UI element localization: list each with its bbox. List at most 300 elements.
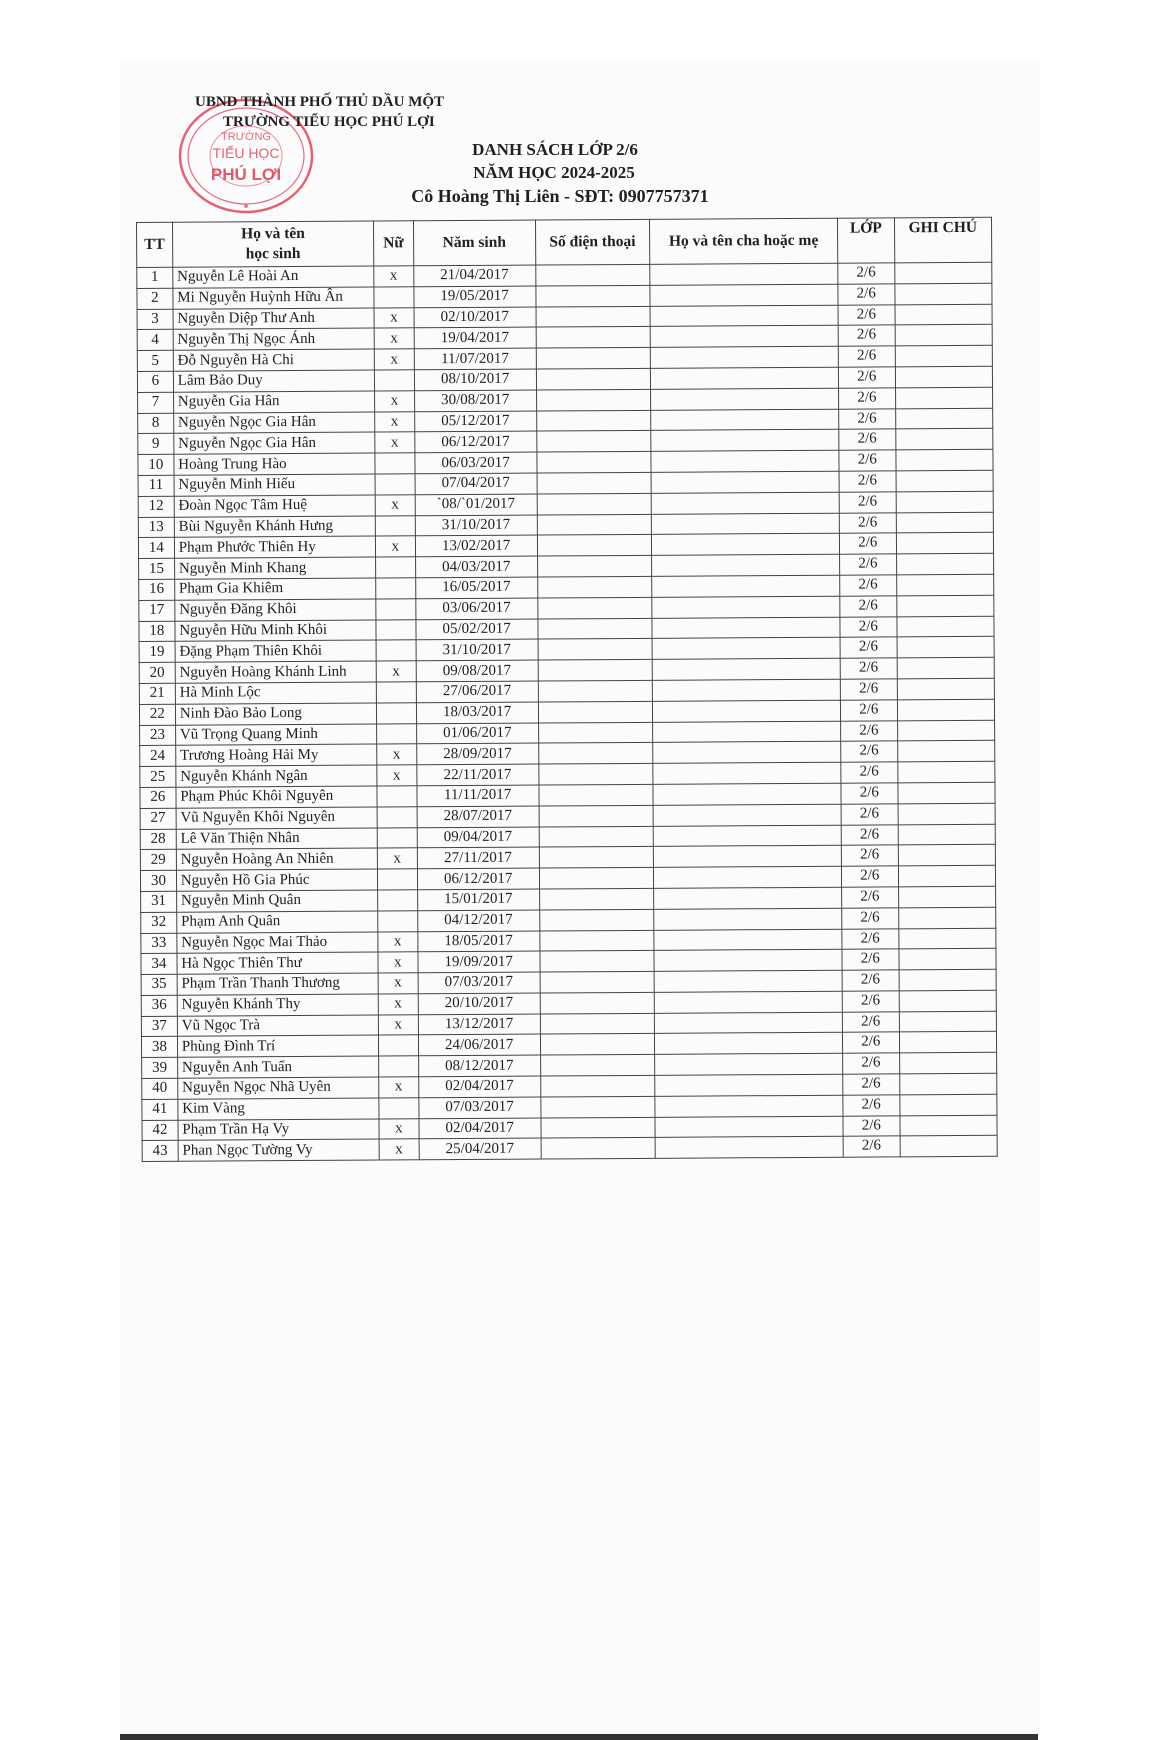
cell-nu: [376, 578, 416, 599]
cell-nu: x: [379, 1077, 419, 1098]
cell-class: 2/6: [840, 596, 897, 617]
cell-name: Nguyễn Anh Tuấn: [177, 1056, 378, 1078]
cell-class: 2/6: [842, 908, 899, 929]
cell-phone: [538, 618, 653, 639]
cell-note: [899, 969, 997, 990]
cell-nu: x: [378, 952, 418, 973]
cell-note: [897, 657, 995, 678]
cell-class: 2/6: [842, 887, 899, 908]
cell-tt: 15: [139, 558, 175, 579]
cell-tt: 34: [141, 954, 177, 975]
title-line-3: Cô Hoàng Thị Liên - SĐT: 0907757371: [411, 186, 709, 206]
cell-note: [897, 637, 995, 658]
cell-note: [896, 553, 994, 574]
cell-dob: 19/09/2017: [418, 951, 540, 973]
cell-class: 2/6: [842, 991, 899, 1012]
cell-phone: [536, 327, 651, 348]
cell-phone: [540, 1055, 655, 1076]
cell-name: Ninh Đào Bảo Long: [175, 703, 376, 725]
cell-tt: 5: [137, 350, 173, 371]
cell-nu: [374, 370, 414, 391]
cell-class: 2/6: [842, 970, 899, 991]
cell-name: Nguyễn Lê Hoài An: [173, 266, 374, 288]
cell-dob: 27/11/2017: [417, 847, 539, 869]
cell-dob: 27/06/2017: [416, 681, 538, 703]
title-line-2: NĂM HỌC 2024-2025: [473, 163, 635, 182]
cell-class: 2/6: [838, 346, 895, 367]
cell-note: [895, 366, 993, 387]
cell-phone: [538, 763, 653, 784]
cell-nu: [378, 890, 418, 911]
cell-parent: [651, 534, 839, 556]
cell-name: Nguyễn Minh Hiếu: [174, 474, 375, 496]
cell-parent: [650, 367, 838, 389]
cell-note: [898, 803, 996, 824]
cell-nu: x: [375, 391, 415, 412]
cell-tt: 7: [138, 392, 174, 413]
cell-note: [897, 741, 995, 762]
cell-name: Phạm Trần Thanh Thương: [177, 973, 378, 995]
cell-dob: 11/07/2017: [414, 348, 536, 370]
cell-nu: x: [379, 1139, 419, 1160]
cell-name: Nguyễn Đăng Khôi: [175, 599, 376, 621]
header-tt: TT: [137, 222, 173, 267]
cell-dob: 30/08/2017: [414, 390, 536, 412]
cell-note: [897, 782, 995, 803]
cell-class: 2/6: [840, 575, 897, 596]
cell-tt: 12: [138, 496, 174, 517]
cell-class: 2/6: [838, 304, 895, 325]
cell-nu: x: [375, 411, 415, 432]
cell-phone: [537, 452, 652, 473]
cell-dob: 09/04/2017: [417, 827, 539, 849]
cell-tt: 42: [142, 1120, 178, 1141]
cell-dob: 06/12/2017: [417, 868, 539, 890]
cell-dob: 28/07/2017: [417, 806, 539, 828]
cell-dob: 01/06/2017: [416, 723, 538, 745]
cell-parent: [654, 949, 842, 971]
cell-tt: 39: [142, 1058, 178, 1079]
cell-name: Kim Vàng: [178, 1098, 379, 1120]
cell-tt: 2: [137, 288, 173, 309]
cell-parent: [650, 263, 838, 285]
cell-phone: [539, 888, 654, 909]
cell-nu: x: [378, 973, 418, 994]
cell-parent: [653, 721, 841, 743]
cell-phone: [536, 410, 651, 431]
cell-tt: 8: [138, 413, 174, 434]
cell-parent: [652, 679, 840, 701]
cell-tt: 38: [141, 1037, 177, 1058]
cell-phone: [535, 285, 650, 306]
cell-parent: [650, 305, 838, 327]
cell-tt: 18: [139, 621, 175, 642]
cell-class: 2/6: [841, 804, 898, 825]
cell-parent: [651, 388, 839, 410]
cell-note: [898, 907, 996, 928]
cell-name: Nguyễn Gia Hân: [173, 391, 374, 413]
cell-class: 2/6: [839, 408, 896, 429]
cell-nu: x: [374, 307, 414, 328]
cell-note: [895, 408, 993, 429]
cell-name: Nguyễn Ngọc Gia Hân: [174, 432, 375, 454]
cell-parent: [651, 492, 839, 514]
cell-class: 2/6: [842, 949, 899, 970]
cell-name: Vũ Nguyễn Khôi Nguyên: [176, 807, 377, 829]
cell-phone: [539, 930, 654, 951]
cell-phone: [539, 867, 654, 888]
cell-nu: x: [375, 536, 415, 557]
cell-class: 2/6: [841, 720, 898, 741]
cell-parent: [653, 866, 841, 888]
cell-nu: [377, 786, 417, 807]
cell-class: 2/6: [840, 679, 897, 700]
cell-name: Nguyễn Ngọc Nhã Uyên: [178, 1077, 379, 1099]
cell-class: 2/6: [841, 824, 898, 845]
cell-tt: 28: [140, 829, 176, 850]
cell-nu: [376, 557, 416, 578]
cell-name: Hà Minh Lộc: [175, 682, 376, 704]
cell-nu: [377, 723, 417, 744]
cell-class: 2/6: [840, 616, 897, 637]
cell-class: 2/6: [839, 492, 896, 513]
cell-dob: 05/02/2017: [416, 619, 538, 641]
cell-parent: [653, 742, 841, 764]
cell-name: Nguyễn Ngọc Gia Hân: [173, 412, 374, 434]
cell-nu: [375, 515, 415, 536]
cell-name: Phạm Phúc Khôi Nguyên: [176, 786, 377, 808]
cell-name: Vũ Ngọc Trà: [177, 1015, 378, 1037]
cell-dob: 02/04/2017: [418, 1076, 540, 1098]
cell-note: [898, 824, 996, 845]
cell-name: Nguyễn Hoàng Khánh Linh: [175, 661, 376, 683]
header-name: Họ và tên học sinh: [172, 221, 373, 267]
cell-note: [896, 491, 994, 512]
header-note: GHI CHÚ: [894, 217, 992, 263]
cell-parent: [651, 430, 839, 452]
cell-tt: 33: [141, 933, 177, 954]
cell-name: Phạm Anh Quân: [177, 911, 378, 933]
cell-name: Nguyễn Hữu Minh Khôi: [175, 620, 376, 642]
cell-phone: [540, 1013, 655, 1034]
cell-nu: [378, 910, 418, 931]
cell-name: Nguyễn Diệp Thư Anh: [173, 308, 374, 330]
cell-nu: x: [378, 1014, 418, 1035]
cell-name: Trương Hoàng Hải My: [175, 744, 376, 766]
cell-note: [897, 699, 995, 720]
cell-tt: 4: [137, 330, 173, 351]
cell-dob: 08/10/2017: [414, 369, 536, 391]
cell-dob: 20/10/2017: [418, 993, 540, 1015]
cell-dob: 16/05/2017: [415, 577, 537, 599]
cell-phone: [537, 514, 652, 535]
cell-tt: 13: [138, 517, 174, 538]
cell-phone: [540, 1075, 655, 1096]
cell-dob: 31/10/2017: [415, 515, 537, 537]
stamp-text-3: PHÚ LỢI: [210, 165, 282, 184]
cell-tt: 20: [139, 662, 175, 683]
cell-phone: [539, 784, 654, 805]
cell-class: 2/6: [841, 866, 898, 887]
cell-parent: [651, 513, 839, 535]
cell-class: 2/6: [838, 284, 895, 305]
cell-name: Vũ Trọng Quang Minh: [175, 724, 376, 746]
cell-note: [900, 1115, 998, 1136]
cell-class: 2/6: [839, 450, 896, 471]
cell-parent: [652, 554, 840, 576]
cell-note: [899, 1073, 997, 1094]
cell-tt: 41: [142, 1099, 178, 1120]
cell-phone: [537, 597, 652, 618]
cell-parent: [655, 1137, 843, 1159]
cell-phone: [538, 680, 653, 701]
cell-phone: [538, 701, 653, 722]
cell-tt: 37: [141, 1016, 177, 1037]
cell-note: [898, 928, 996, 949]
cell-phone: [535, 264, 650, 285]
cell-class: 2/6: [842, 1012, 899, 1033]
cell-tt: 27: [140, 808, 176, 829]
cell-dob: 07/03/2017: [419, 1097, 541, 1119]
cell-note: [897, 720, 995, 741]
cell-parent: [650, 326, 838, 348]
cell-phone: [536, 431, 651, 452]
cell-name: Lê Văn Thiện Nhân: [176, 828, 377, 850]
cell-nu: x: [378, 931, 418, 952]
cell-tt: 25: [140, 766, 176, 787]
cell-nu: x: [375, 432, 415, 453]
stamp-text-1: TRƯỜNG: [221, 131, 271, 143]
cell-tt: 43: [142, 1141, 178, 1162]
cell-nu: [377, 827, 417, 848]
cell-parent: [650, 346, 838, 368]
cell-parent: [652, 658, 840, 680]
header-class: LỚP: [838, 218, 895, 263]
cell-note: [899, 949, 997, 970]
cell-name: Phạm Phước Thiên Hy: [174, 536, 375, 558]
cell-dob: 11/11/2017: [417, 785, 539, 807]
cell-dob: 02/10/2017: [414, 307, 536, 329]
cell-tt: 9: [138, 434, 174, 455]
cell-tt: 3: [137, 309, 173, 330]
cell-class: 2/6: [838, 367, 895, 388]
document-title: [380, 140, 740, 207]
cell-nu: [379, 1056, 419, 1077]
cell-dob: 15/01/2017: [417, 889, 539, 911]
cell-tt: 14: [138, 538, 174, 559]
cell-nu: x: [375, 495, 415, 516]
cell-tt: 17: [139, 600, 175, 621]
cell-note: [896, 616, 994, 637]
cell-nu: x: [378, 994, 418, 1015]
cell-note: [895, 449, 993, 470]
cell-nu: [377, 807, 417, 828]
cell-nu: [376, 703, 416, 724]
cell-class: 2/6: [839, 429, 896, 450]
cell-phone: [536, 306, 651, 327]
cell-dob: 08/12/2017: [418, 1055, 540, 1077]
cell-phone: [541, 1138, 656, 1159]
cell-tt: 21: [139, 683, 175, 704]
cell-note: [897, 678, 995, 699]
cell-note: [894, 262, 992, 283]
cell-nu: x: [374, 349, 414, 370]
cell-class: 2/6: [839, 533, 896, 554]
cell-note: [899, 1032, 997, 1053]
cell-dob: 31/10/2017: [416, 639, 538, 661]
cell-dob: 18/05/2017: [418, 931, 540, 953]
cell-dob: 19/04/2017: [414, 327, 536, 349]
cell-class: 2/6: [843, 1116, 900, 1137]
cell-dob: 03/06/2017: [415, 598, 537, 620]
cell-note: [899, 1053, 997, 1074]
cell-name: Nguyễn Thị Ngọc Ánh: [173, 328, 374, 350]
cell-phone: [536, 389, 651, 410]
cell-name: Nguyễn Ngọc Mai Thảo: [177, 932, 378, 954]
cell-dob: 04/03/2017: [415, 556, 537, 578]
cell-dob: 19/05/2017: [414, 286, 536, 308]
cell-dob: 24/06/2017: [418, 1035, 540, 1057]
cell-class: 2/6: [843, 1032, 900, 1053]
cell-dob: 13/02/2017: [415, 535, 537, 557]
scan-edge: [120, 1734, 1038, 1740]
cell-parent: [654, 1033, 842, 1055]
cell-parent: [655, 1053, 843, 1075]
cell-tt: 31: [141, 891, 177, 912]
cell-name: Đặng Phạm Thiên Khôi: [175, 640, 376, 662]
cell-tt: 29: [140, 850, 176, 871]
cell-name: Lâm Bảo Duy: [173, 370, 374, 392]
cell-name: Bùi Nguyễn Khánh Hưng: [174, 516, 375, 538]
cell-note: [895, 345, 993, 366]
cell-tt: 10: [138, 454, 174, 475]
cell-note: [898, 865, 996, 886]
cell-note: [895, 429, 993, 450]
cell-class: 2/6: [841, 741, 898, 762]
cell-note: [895, 387, 993, 408]
cell-class: 2/6: [840, 637, 897, 658]
cell-parent: [652, 596, 840, 618]
cell-parent: [651, 450, 839, 472]
table-header-row: [137, 217, 992, 267]
cell-parent: [653, 846, 841, 868]
cell-phone: [539, 909, 654, 930]
cell-dob: 13/12/2017: [418, 1014, 540, 1036]
cell-tt: 6: [137, 371, 173, 392]
cell-nu: [376, 682, 416, 703]
cell-phone: [537, 472, 652, 493]
cell-phone: [540, 992, 655, 1013]
cell-dob: 02/04/2017: [419, 1118, 541, 1140]
cell-parent: [652, 575, 840, 597]
cell-dob: 09/08/2017: [416, 660, 538, 682]
cell-class: 2/6: [838, 325, 895, 346]
cell-note: [899, 1094, 997, 1115]
cell-tt: 32: [141, 912, 177, 933]
cell-dob: 04/12/2017: [417, 910, 539, 932]
cell-class: 2/6: [842, 928, 899, 949]
cell-class: 2/6: [839, 388, 896, 409]
cell-name: Phạm Gia Khiêm: [174, 578, 375, 600]
cell-tt: 1: [137, 267, 173, 288]
cell-phone: [536, 348, 651, 369]
cell-name: Nguyễn Minh Quân: [176, 890, 377, 912]
header-dob: Năm sinh: [413, 220, 535, 266]
cell-class: 2/6: [840, 658, 897, 679]
cell-phone: [540, 1034, 655, 1055]
cell-note: [899, 990, 997, 1011]
cell-dob: 06/12/2017: [414, 431, 536, 453]
cell-nu: x: [374, 266, 414, 287]
cell-phone: [538, 659, 653, 680]
cell-class: 2/6: [841, 762, 898, 783]
cell-name: Hoàng Trung Hào: [174, 453, 375, 475]
cell-parent: [653, 804, 841, 826]
cell-note: [897, 761, 995, 782]
cell-phone: [538, 743, 653, 764]
cell-parent: [654, 929, 842, 951]
cell-note: [896, 574, 994, 595]
cell-phone: [538, 639, 653, 660]
cell-dob: 28/09/2017: [416, 743, 538, 765]
header-phone: Số điện thoại: [535, 219, 650, 265]
cell-phone: [539, 826, 654, 847]
cell-dob: 25/04/2017: [419, 1139, 541, 1161]
cell-class: 2/6: [841, 845, 898, 866]
cell-parent: [655, 1116, 843, 1138]
cell-parent: [652, 700, 840, 722]
cell-class: 2/6: [840, 554, 897, 575]
stamp-text-2: TIỂU HỌC: [212, 145, 280, 161]
cell-nu: x: [376, 661, 416, 682]
cell-dob: 06/03/2017: [415, 452, 537, 474]
student-roster-table: [136, 217, 998, 1162]
authority-line-2: TRƯỜNG TIỂU HỌC PHÚ LỢI: [223, 114, 435, 130]
cell-dob: 21/04/2017: [413, 265, 535, 287]
cell-nu: [376, 599, 416, 620]
cell-nu: [377, 869, 417, 890]
table-body: [137, 262, 997, 1161]
cell-tt: 30: [140, 870, 176, 891]
cell-parent: [653, 825, 841, 847]
cell-tt: 22: [139, 704, 175, 725]
cell-parent: [650, 284, 838, 306]
cell-class: 2/6: [839, 471, 896, 492]
cell-name: Hà Ngọc Thiên Thư: [177, 952, 378, 974]
cell-name: Phan Ngọc Tường Vy: [178, 1140, 379, 1162]
cell-parent: [653, 783, 841, 805]
cell-parent: [652, 638, 840, 660]
cell-tt: 26: [140, 787, 176, 808]
cell-class: 2/6: [843, 1053, 900, 1074]
cell-name: Đoàn Ngọc Tâm Huệ: [174, 495, 375, 517]
cell-phone: [539, 847, 654, 868]
cell-phone: [539, 805, 654, 826]
cell-name: Nguyễn Hồ Gia Phúc: [176, 869, 377, 891]
cell-nu: [378, 1035, 418, 1056]
cell-name: Đỗ Nguyễn Hà Chi: [173, 349, 374, 371]
cell-dob: 05/12/2017: [414, 411, 536, 433]
cell-phone: [537, 535, 652, 556]
cell-dob: 07/03/2017: [418, 972, 540, 994]
cell-parent: [652, 617, 840, 639]
cell-note: [896, 595, 994, 616]
cell-tt: 19: [139, 642, 175, 663]
cell-parent: [651, 471, 839, 493]
cell-phone: [540, 951, 655, 972]
cell-parent: [654, 970, 842, 992]
cell-dob: 22/11/2017: [416, 764, 538, 786]
